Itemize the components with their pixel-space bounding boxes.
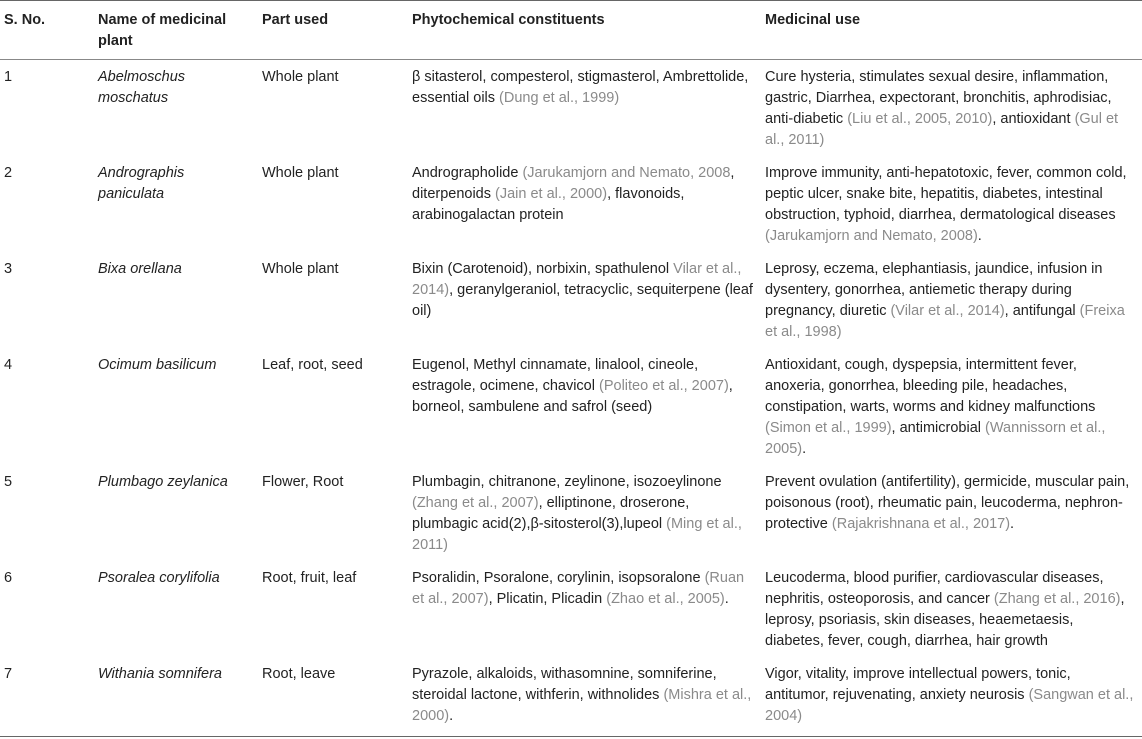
citation-text: (Politeo et al., 2007) [599, 378, 729, 394]
header-constituents: Phytochemical constituents [408, 1, 761, 60]
cell-text: Cure hysteria, stimulates sexual desire, inflammation, gastric, Diarrhea, expectorant, bronchitis, aphrodisiac, anti-diabetic [765, 69, 1112, 127]
cell-part-used: Whole plant [262, 69, 339, 85]
cell-constituents [408, 348, 761, 465]
cell-text: Leucoderma, blood purifier, cardiovascular diseases, nephritis, osteoporosis, and cancer [765, 570, 1104, 607]
cell-text: Eugenol, Methyl cinnamate, linalool, cineole, estragole, ocimene, chavicol [412, 357, 699, 394]
cell-plant-name: Andrographis paniculata [98, 165, 185, 202]
cell-plant-name: Psoralea corylifolia [98, 570, 220, 586]
cell-constituents [408, 657, 761, 737]
cell-part-used: Leaf, root, seed [262, 357, 363, 373]
cell-text: β sitasterol, compesterol, stigmasterol, Ambrettolide, essential oils [412, 69, 749, 106]
cell-text: . [1010, 516, 1015, 532]
cell-text: , borneol, sambulene and safrol (seed) [412, 378, 733, 415]
cell-constituents [408, 252, 761, 348]
header-part-used: Part used [258, 1, 408, 60]
cell-text: Vigor, vitality, improve intellectual powers, tonic, antitumor, rejuvenating, anxiety neurosis [765, 666, 1071, 703]
citation-text: (Gul et al., 2011) [765, 111, 1119, 148]
cell-plant-name: Plumbago zeylanica [98, 474, 228, 490]
cell-text: . [449, 708, 454, 724]
table-row [0, 348, 1142, 465]
header-plant-name: Name of medicinal plant [94, 1, 258, 60]
header-medicinal-use: Medicinal use [761, 1, 1142, 60]
table-row [0, 465, 1142, 561]
cell-text: Plumbagin, chitranone, zeylinone, isozoeylinone [412, 474, 722, 490]
cell-plant-name: Abelmoschus moschatus [98, 69, 186, 106]
header-row [0, 1, 1142, 60]
citation-text: (Ruan et al., 2007) [412, 570, 745, 607]
cell-text: , diterpenoids [412, 165, 735, 202]
citation-text: (Rajakrishnana et al., 2017) [831, 516, 1011, 532]
cell-medicinal-use [761, 156, 1142, 252]
cell-medicinal-use [761, 561, 1142, 657]
cell-medicinal-use [761, 657, 1142, 737]
citation-text: (Wannissorn et al., 2005) [765, 420, 1106, 457]
cell-text: , antimicrobial [891, 420, 986, 436]
table-row [0, 657, 1142, 737]
table-row [0, 252, 1142, 348]
citation-text: (Simon et al., 1999) [765, 420, 892, 436]
citation-text: (Mishra et al., 2000) [412, 687, 752, 724]
cell-sno: 7 [0, 657, 94, 737]
table-row [0, 60, 1142, 157]
cell-text: , antifungal [1004, 303, 1080, 319]
cell-part-used: Root, fruit, leaf [262, 570, 357, 586]
cell-text: , geranylgeraniol, tetracyclic, sequiterpene (leaf oil) [412, 282, 753, 319]
cell-text: Improve immunity, anti-hepatotoxic, fever, common cold, peptic ulcer, snake bite, hepatitis, diabetes, intestinal obstruction, typhoid, diarrhea, dermatological diseases [765, 165, 1127, 223]
cell-sno: 2 [4, 165, 13, 181]
citation-text: (Sangwan et al., 2004) [765, 687, 1134, 724]
cell-text: Pyrazole, alkaloids, withasomnine, somniferine, steroidal lactone, withferin, withnolides [412, 666, 717, 703]
cell-sno: 4 [4, 357, 13, 373]
cell-medicinal-use [761, 60, 1142, 157]
cell-part-used: Whole plant [262, 261, 339, 277]
citation-text: (Dung et al., 1999) [499, 90, 620, 106]
header-sno: S. No. [0, 1, 94, 60]
cell-sno: 1 [4, 69, 13, 85]
cell-plant-name: Bixa orellana [98, 261, 182, 277]
citation-text: (Jarukamjorn and Nemato, 2008) [765, 228, 978, 244]
cell-medicinal-use [761, 465, 1142, 561]
cell-constituents [408, 465, 761, 561]
citation-text: (Zhang et al., 2016) [993, 591, 1121, 607]
cell-text: , Plicatin, Plicadin [488, 591, 607, 607]
cell-text: . [724, 591, 729, 607]
citation-text: (Freixa et al., 1998) [765, 303, 1125, 340]
cell-part-used: Flower, Root [262, 474, 344, 490]
cell-text: Antioxidant, cough, dyspepsia, intermittent fever, anoxeria, gonorrhea, bleeding pile, headaches, constipation, warts, worms and kidney malfunctions [765, 357, 1096, 415]
cell-text: , elliptinone, droserone, plumbagic acid(2),β-sitosterol(3),lupeol [412, 495, 690, 532]
cell-constituents [408, 561, 761, 657]
cell-plant-name: Ocimum basilicum [98, 357, 217, 373]
cell-part-used: Whole plant [262, 165, 339, 181]
cell-text: . [802, 441, 807, 457]
cell-sno: 5 [4, 474, 13, 490]
cell-text: . [977, 228, 982, 244]
cell-sno: 6 [4, 570, 13, 586]
cell-text: Andrographolide [412, 165, 523, 181]
citation-text: (Vilar et al., 2014) [890, 303, 1005, 319]
citation-text: (Ming et al., 2011) [412, 516, 742, 553]
cell-text: , leprosy, psoriasis, skin diseases, heaemetaesis, diabetes, fever, cough, diarrhea, hair growth [765, 591, 1125, 649]
cell-plant-name: Withania somnifera [94, 657, 258, 737]
cell-text: , antioxidant [992, 111, 1075, 127]
cell-text: , flavonoids, arabinogalactan protein [412, 186, 685, 223]
cell-medicinal-use [761, 348, 1142, 465]
citation-text: (Liu et al., 2005, 2010) [847, 111, 993, 127]
cell-medicinal-use [761, 252, 1142, 348]
table-row [0, 561, 1142, 657]
citation-text: Vilar et al., 2014) [412, 261, 742, 298]
cell-text: Psoralidin, Psoralone, corylinin, isopsoralone [412, 570, 705, 586]
cell-constituents [408, 156, 761, 252]
cell-text: Leprosy, eczema, elephantiasis, jaundice, infusion in dysentery, gonorrhea, antiemetic therapy during pregnancy, diuretic [765, 261, 1103, 319]
table-row [0, 156, 1142, 252]
cell-text: Prevent ovulation (antifertility), germicide, muscular pain, poisonous (root), rheumatic pain, leucoderma, nephron-protective [765, 474, 1130, 532]
cell-part-used: Root, leave [258, 657, 408, 737]
citation-text: (Zhao et al., 2005) [606, 591, 725, 607]
cell-text: Bixin (Carotenoid), norbixin, spathulenol [412, 261, 674, 277]
citation-text: (Zhang et al., 2007) [412, 495, 539, 511]
cell-sno: 3 [4, 261, 13, 277]
citation-text: (Jain et al., 2000) [495, 186, 608, 202]
citation-text: (Jarukamjorn and Nemato, 2008 [522, 165, 731, 181]
cell-constituents [408, 60, 761, 157]
